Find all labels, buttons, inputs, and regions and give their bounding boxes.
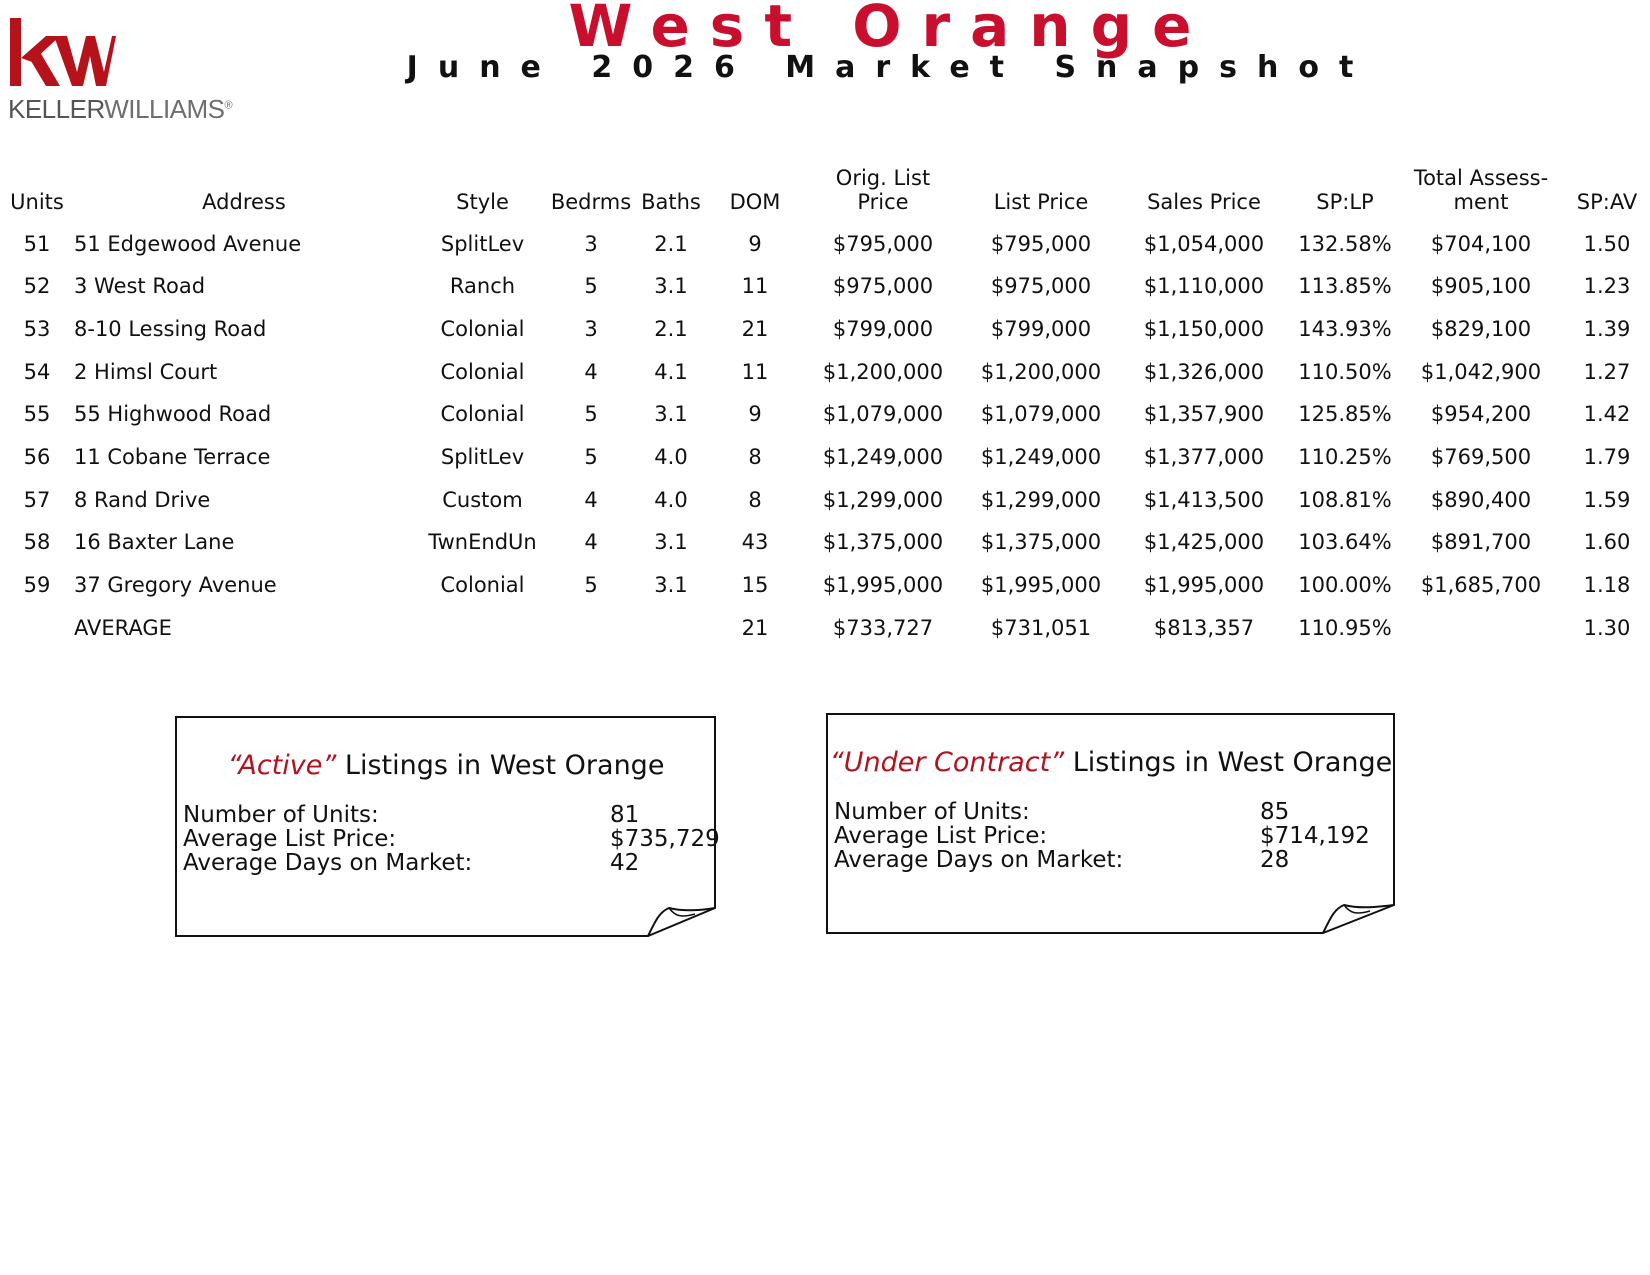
cell-list-price: $795,000 — [990, 231, 1092, 256]
cell-total-assessment: $891,700 — [1430, 530, 1532, 555]
active-avg-price-value: $735,729 — [610, 826, 720, 852]
cell-units: 56 — [23, 445, 51, 469]
cell-units: 53 — [23, 316, 51, 341]
cell-address: 11 Cobane Terrace — [74, 445, 271, 469]
cell-sp-lp: 108.81% — [1298, 487, 1392, 512]
cell-style: Colonial — [440, 402, 525, 427]
table-header — [0, 158, 1650, 214]
cell-list-price: $799,000 — [990, 316, 1092, 341]
cell-total-assessment: $1,685,700 — [1420, 573, 1542, 598]
cell-baths: 2.1 — [654, 316, 688, 341]
contract-card-title: “Under Contract” Listings in West Orange — [829, 747, 1393, 778]
cell-bedrooms: 4 — [584, 359, 598, 384]
cell-orig-list-price: $795,000 — [832, 231, 934, 256]
cell-dom: 9 — [748, 231, 762, 256]
cell-sales-price: $1,413,500 — [1143, 487, 1265, 512]
cell-baths: 2.1 — [654, 231, 688, 256]
average-label: AVERAGE — [74, 615, 172, 640]
cell-baths: 3.1 — [654, 274, 688, 299]
cell-dom: 43 — [741, 530, 769, 555]
cell-style: Colonial — [440, 316, 525, 341]
cell-list-price: $1,375,000 — [980, 530, 1102, 555]
cell-bedrooms: 4 — [584, 530, 598, 555]
cell-bedrooms: 3 — [584, 316, 598, 341]
table-row — [0, 563, 1650, 608]
cell-baths: 3.1 — [654, 573, 688, 598]
table-row — [0, 435, 1650, 480]
cell-baths: 4.0 — [654, 487, 688, 512]
cell-orig-list-price: $1,249,000 — [822, 445, 944, 469]
cell-style: TwnEndUn — [428, 530, 537, 555]
cell-address: 37 Gregory Avenue — [74, 573, 277, 598]
contract-avg-dom-label: Average Days on Market: — [834, 847, 1124, 873]
column-header-list-price: List Price — [993, 190, 1089, 214]
cell-bedrooms: 5 — [584, 445, 598, 469]
cell-sp-av: 1.39 — [1583, 316, 1631, 341]
cell-bedrooms: 3 — [584, 231, 598, 256]
cell-sp-lp: 100.00% — [1298, 573, 1392, 598]
cell-sales-price: $1,425,000 — [1143, 530, 1265, 555]
cell-list-price: $975,000 — [990, 274, 1092, 299]
cell-sp-av: 1.27 — [1583, 359, 1631, 384]
cell-sp-av: 1.59 — [1583, 487, 1631, 512]
table-row — [0, 349, 1650, 394]
cell-dom: 9 — [748, 402, 762, 427]
cell-total-assessment: $954,200 — [1430, 402, 1532, 427]
cell-style: Colonial — [440, 359, 525, 384]
page-subtitle: June 2026 Market Snapshot — [406, 50, 1374, 85]
column-header-sp-av: SP:AV — [1576, 190, 1638, 214]
cell-units: 54 — [23, 359, 51, 384]
active-units-label: Number of Units: — [183, 802, 379, 828]
cell-total-assessment: $905,100 — [1430, 274, 1532, 299]
cell-sp-lp: 110.25% — [1298, 445, 1392, 469]
table-row — [0, 306, 1650, 351]
cell-bedrooms: 5 — [584, 573, 598, 598]
average-row — [0, 605, 1650, 650]
table-row — [0, 392, 1650, 437]
cell-sp-lp: 110.50% — [1298, 359, 1392, 384]
cell-units: 57 — [23, 487, 51, 512]
cell-total-assessment: $890,400 — [1430, 487, 1532, 512]
cell-total-assessment: $769,500 — [1430, 445, 1532, 469]
average-dom: 21 — [741, 615, 769, 640]
cell-sp-lp: 132.58% — [1298, 231, 1392, 256]
page-title: West Orange — [568, 0, 1212, 60]
cell-baths: 3.1 — [654, 530, 688, 555]
cell-address: 55 Highwood Road — [74, 402, 272, 427]
table-row — [0, 477, 1650, 522]
cell-list-price: $1,249,000 — [980, 445, 1102, 469]
cell-total-assessment: $1,042,900 — [1420, 359, 1542, 384]
column-header-units: Units — [10, 190, 64, 214]
cell-dom: 11 — [741, 359, 769, 384]
contract-avg-price-label: Average List Price: — [834, 823, 1048, 849]
cell-sp-av: 1.60 — [1583, 530, 1631, 555]
table-row — [0, 221, 1650, 266]
cell-orig-list-price: $1,200,000 — [822, 359, 944, 384]
cell-sp-lp: 113.85% — [1298, 274, 1392, 299]
column-header-style: Style — [456, 190, 509, 214]
cell-sp-av: 1.23 — [1583, 274, 1631, 299]
cell-style: SplitLev — [440, 445, 525, 469]
active-card-title: “Active” Listings in West Orange — [227, 750, 665, 781]
cell-bedrooms: 4 — [584, 487, 598, 512]
cell-sales-price: $1,326,000 — [1143, 359, 1265, 384]
column-header-dom: DOM — [729, 190, 781, 214]
active-listings-card — [175, 716, 720, 938]
cell-sp-av: 1.18 — [1583, 573, 1631, 598]
contract-units-label: Number of Units: — [834, 799, 1030, 825]
cell-list-price: $1,079,000 — [980, 402, 1102, 427]
contract-units-value: 85 — [1260, 799, 1290, 825]
cell-sales-price: $1,377,000 — [1143, 445, 1265, 469]
cell-list-price: $1,200,000 — [980, 359, 1102, 384]
column-header-bedrooms: Bedrms — [550, 190, 632, 214]
cell-sales-price: $1,357,900 — [1143, 402, 1265, 427]
cell-dom: 8 — [748, 487, 762, 512]
cell-orig-list-price: $1,079,000 — [822, 402, 944, 427]
column-header-sales-price: Sales Price — [1147, 190, 1261, 214]
cell-orig-list-price: $1,995,000 — [822, 573, 944, 598]
cell-dom: 21 — [741, 316, 769, 341]
cell-sp-av: 1.79 — [1583, 445, 1631, 469]
cell-sp-lp: 125.85% — [1298, 402, 1392, 427]
cell-bedrooms: 5 — [584, 274, 598, 299]
logo-wordmark: KELLERWILLIAMS® — [8, 94, 233, 124]
average-sp-av: 1.30 — [1583, 615, 1631, 640]
cell-sales-price: $1,995,000 — [1143, 573, 1265, 598]
table-row — [0, 264, 1650, 309]
cell-units: 52 — [23, 274, 51, 299]
cell-baths: 4.0 — [654, 445, 688, 469]
cell-dom: 11 — [741, 274, 769, 299]
contract-avg-price-value: $714,192 — [1260, 823, 1370, 849]
active-avg-dom-value: 42 — [610, 850, 640, 876]
cell-list-price: $1,995,000 — [980, 573, 1102, 598]
cell-orig-list-price: $1,299,000 — [822, 487, 944, 512]
cell-address: 8 Rand Drive — [74, 487, 211, 512]
average-orig-list-price: $733,727 — [832, 615, 934, 640]
cell-units: 51 — [23, 231, 51, 256]
cell-style: Custom — [442, 487, 523, 512]
contract-avg-dom-value: 28 — [1260, 847, 1290, 873]
average-list-price: $731,051 — [990, 615, 1092, 640]
cell-units: 58 — [23, 530, 51, 555]
cell-baths: 3.1 — [654, 402, 688, 427]
column-header-total-assessment: Total Assess-ment — [1413, 166, 1549, 214]
cell-address: 8-10 Lessing Road — [74, 316, 267, 341]
cell-style: Ranch — [449, 274, 516, 299]
column-header-address: Address — [202, 190, 286, 214]
cell-address: 51 Edgewood Avenue — [74, 231, 302, 256]
cell-sp-lp: 143.93% — [1298, 316, 1392, 341]
cell-baths: 4.1 — [654, 359, 688, 384]
cell-total-assessment: $704,100 — [1430, 231, 1532, 256]
cell-orig-list-price: $1,375,000 — [822, 530, 944, 555]
cell-orig-list-price: $799,000 — [832, 316, 934, 341]
cell-sales-price: $1,150,000 — [1143, 316, 1265, 341]
cell-style: SplitLev — [440, 231, 525, 256]
active-units-value: 81 — [610, 802, 640, 828]
cell-list-price: $1,299,000 — [980, 487, 1102, 512]
average-sp-lp: 110.95% — [1298, 615, 1392, 640]
cell-units: 59 — [23, 573, 51, 598]
average-sales-price: $813,357 — [1153, 615, 1255, 640]
cell-bedrooms: 5 — [584, 402, 598, 427]
cell-total-assessment: $829,100 — [1430, 316, 1532, 341]
column-header-baths: Baths — [641, 190, 701, 214]
cell-sales-price: $1,110,000 — [1143, 274, 1265, 299]
cell-address: 16 Baxter Lane — [74, 530, 235, 555]
cell-sp-lp: 103.64% — [1298, 530, 1392, 555]
active-avg-price-label: Average List Price: — [183, 826, 397, 852]
cell-units: 55 — [23, 402, 51, 427]
cell-address: 3 West Road — [74, 274, 206, 299]
under-contract-listings-card — [826, 713, 1396, 935]
cell-sales-price: $1,054,000 — [1143, 231, 1265, 256]
cell-sp-av: 1.42 — [1583, 402, 1631, 427]
cell-dom: 8 — [748, 445, 762, 469]
cell-orig-list-price: $975,000 — [832, 274, 934, 299]
cell-style: Colonial — [440, 573, 525, 598]
cell-address: 2 Himsl Court — [74, 359, 218, 384]
table-row — [0, 520, 1650, 565]
active-avg-dom-label: Average Days on Market: — [183, 850, 473, 876]
cell-dom: 15 — [741, 573, 769, 598]
column-header-sp-lp: SP:LP — [1316, 190, 1374, 214]
cell-sp-av: 1.50 — [1583, 231, 1631, 256]
column-header-orig-list-price: Orig. List Price — [835, 166, 931, 214]
